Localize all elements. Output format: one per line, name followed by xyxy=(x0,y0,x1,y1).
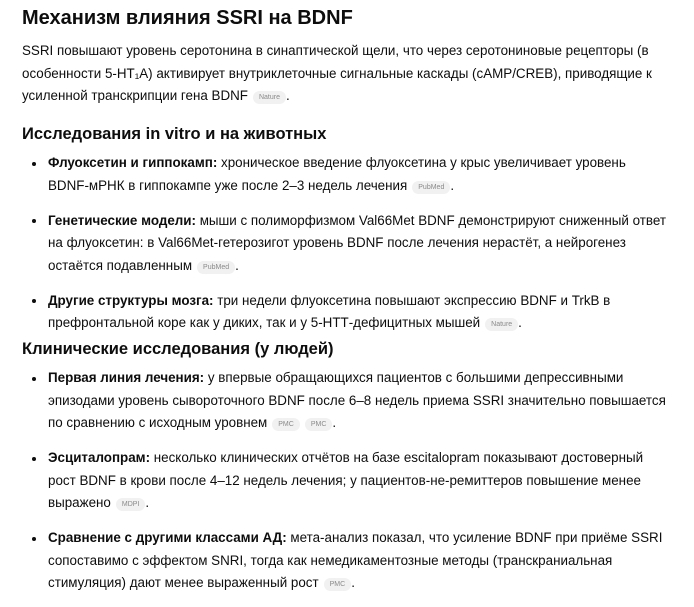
item-text: у впервые обращающихся пациентов с большими депрессивными эпизодами уровень сывороточного BDNF после 6–8 недель приема SSRI значительно повышается по сравнению с исходным уровнем xyxy=(48,370,666,430)
list-item: Эсциталопрам: несколько клинических отчётов на базе escitalopram показывают достоверный рост BDNF в крови после 4–12 недель лечения; у пациентов‑не‑ремиттеров повышение менее выражено MDPI . xyxy=(22,447,672,515)
citation-badge[interactable]: PMC xyxy=(272,418,300,431)
item-label: Флуоксетин и гиппокамп: xyxy=(48,155,218,170)
item-label: Эсциталопрам: xyxy=(48,450,151,465)
citation-badge[interactable]: Nature xyxy=(253,91,286,104)
list-item: Первая линия лечения: у впервые обращающихся пациентов с большими депрессивными эпизодами уровень сывороточного BDNF после 6–8 недель приема SSRI значительно повышается по сравнению с исходным уровнем PMC PMC . xyxy=(22,367,672,435)
bullet-icon xyxy=(32,377,36,381)
list-item: Флуоксетин и гиппокамп: хроническое введение флуоксетина у крыс увеличивает уровень BDNF‑мРНК в гиппокампе уже после 2–3 недель лечения PubMed . xyxy=(22,152,672,197)
citation-badge[interactable]: PubMed xyxy=(197,261,235,274)
section-heading-animal-studies: Исследования in vitro и на животных xyxy=(22,125,327,143)
bullet-icon xyxy=(32,537,36,541)
item-label: Первая линия лечения: xyxy=(48,370,205,385)
bullet-icon xyxy=(32,162,36,166)
page-title: Механизм влияния SSRI на BDNF xyxy=(22,7,353,29)
citation-badge[interactable]: PMC xyxy=(305,418,333,431)
citation-badge[interactable]: MDPI xyxy=(116,498,146,511)
item-text: три недели флуоксетина повышают экспрессию BDNF и TrkB в префронтальной коре как у диких, так и у 5‑HTT‑дефицитных мышей xyxy=(48,292,611,330)
section-heading-clinical-studies: Клинические исследования (у людей) xyxy=(22,340,334,358)
item-text: мета‑анализ показал, что усиление BDNF при приёме SSRI сопоставимо с эффектом SNRI, тогда как немедикаментозные методы (транскраниальная стимуляция) дают менее выраженный рост xyxy=(48,530,663,590)
bullet-icon xyxy=(32,219,36,223)
citation-badge[interactable]: PubMed xyxy=(412,181,450,194)
citation-badge[interactable]: PMC xyxy=(324,578,352,591)
citation-badge[interactable]: Nature xyxy=(485,318,518,331)
list-item: Сравнение с другими классами АД: мета‑анализ показал, что усиление BDNF при приёме SSRI сопоставимо с эффектом SNRI, тогда как немедикаментозные методы (транскраниальная стимуляция) дают менее выраженный рост PMC . xyxy=(22,527,672,595)
item-label: Другие структуры мозга: xyxy=(48,292,214,308)
list-item: Генетические модели: мыши с полиморфизмом Val66Met BDNF демонстрируют сниженный ответ на флуоксетин: в Val66Met‑гетерозигот уровень BDNF после лечения нерастёт, а нейрогенез остаётся подавленным PubMed . xyxy=(22,210,672,278)
item-text: мыши с полиморфизмом Val66Met BDNF демонстрируют сниженный ответ на флуоксетин: в Val66Met‑гетерозигот уровень BDNF после лечения нерастёт, а нейрогенез остаётся подавленным xyxy=(48,212,667,273)
item-text: хроническое введение флуоксетина у крыс увеличивает уровень BDNF‑мРНК в гиппокампе уже после 2–3 недель лечения xyxy=(48,155,626,193)
bullet-icon xyxy=(32,299,36,303)
bullet-icon xyxy=(32,457,36,461)
intro-paragraph: SSRI повышают уровень серотонина в синаптической щели, что через серотониновые рецепторы (в особенности 5‑HT₁A) активирует внутриклеточные сигнальные каскады (cAMP/CREB), приводящие к усиленной транскрипции гена BDNF Nature . xyxy=(22,43,652,103)
item-label: Сравнение с другими классами АД: xyxy=(48,530,287,545)
intro-text: SSRI повышают уровень серотонина в синаптической щели, что через серотониновые рецепторы (в особенности 5‑HT₁A) активирует внутриклеточные сигнальные каскады (cAMP/CREB), приводящие к усиленной транскрипции гена BDNF xyxy=(22,43,652,103)
clinical-studies-list xyxy=(22,367,672,607)
item-label: Генетические модели: xyxy=(48,212,196,228)
item-text: несколько клинических отчётов на базе escitalopram показывают достоверный рост BDNF в крови после 4–12 недель лечения; у пациентов‑не‑ремиттеров повышение менее выражено xyxy=(48,450,644,510)
list-item: Другие структуры мозга: три недели флуоксетина повышают экспрессию BDNF и TrkB в префронтальной коре как у диких, так и у 5‑HTT‑дефицитных мышей Nature . xyxy=(22,290,672,335)
animal-studies-list xyxy=(22,152,672,347)
